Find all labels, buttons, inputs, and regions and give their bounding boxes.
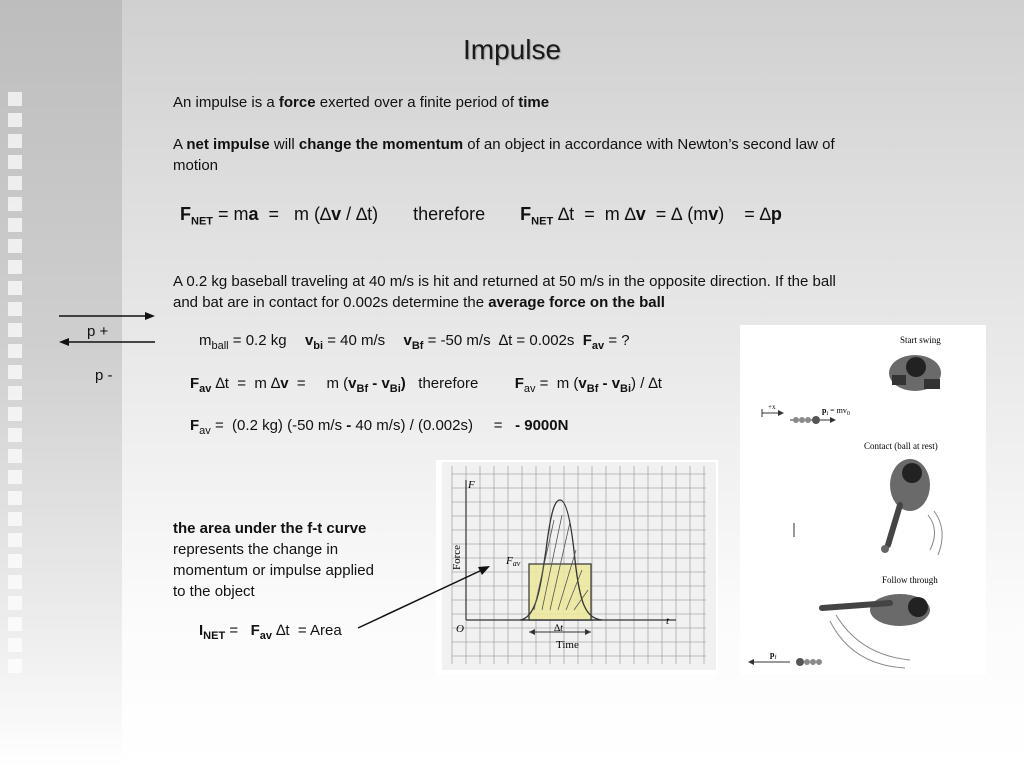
start-swing-label: Start swing [900, 335, 941, 345]
pf-label: $p_f$ [770, 650, 777, 661]
plus-x-label: +x [768, 403, 776, 411]
time-axis-label: Time [556, 639, 579, 651]
direction-arrows [55, 306, 165, 348]
equation-line-2: $F_{av}$ ∆t = m ∆v = m $(v_{Bf} - v_{Bi})$ therefore $F_{av} = m$ $(v_{Bf} - v_{Bi}) / \Delta t$ [190, 375, 662, 395]
axis-origin-label: O [456, 623, 464, 635]
batter-start-icon [889, 355, 941, 391]
axis-f-label: F [468, 479, 475, 491]
axis-t-label: t [666, 615, 670, 627]
main-equation: $F_{NET}$ = ma = m (∆v / ∆t) therefore $F_{NET}$ ∆t = m ∆v = ∆ (mv) = ∆p [180, 204, 782, 228]
pointer-arrow [300, 560, 500, 650]
intro-text: An impulse is a force exerted over a finite period of time [173, 94, 550, 111]
slide-title: Impulse [462, 34, 562, 65]
p-minus-label: p - [95, 367, 113, 384]
force-axis-label: Force [451, 544, 463, 570]
contact-label: Contact (ball at rest) [864, 441, 938, 451]
follow-through-label: Follow through [882, 575, 938, 585]
delta-t-label: ∆t [554, 623, 563, 634]
fav-label: Fav [506, 555, 521, 568]
pi-label: $p_i = mv_0$ [822, 406, 850, 417]
baseball-swing-figure [740, 325, 986, 675]
decorative-squares [8, 92, 22, 680]
equation-line-3: $F_{av} = (0.2$ kg) (-50 m/s - 40 m/s) / (0.002s) = - 9000N [190, 417, 569, 437]
inet-equation: $I_{NET} = F_{av}$ ∆t = Area [199, 622, 342, 642]
problem-text: A 0.2 kg baseball traveling at 40 m/s is hit and returned at 50 m/s in the opposite direction. If the ball and bat are in contact for 0.002s determine the average force on the ball [173, 273, 836, 311]
net-impulse-text: A net impulse will change the momentum of an object in accordance with Newton’s second law of motion [173, 136, 835, 174]
p-plus-label: p + [87, 323, 109, 340]
givens-line: $m_{ball} = 0.2$ kg $v_{bi} = 40$ m/s $v_{Bf} = -50$ m/s ∆t = 0.002s $F_{av}$ = ? [199, 332, 630, 352]
area-explanation: the area under the f-t curve represents the change in momentum or impulse applied to the object [173, 520, 374, 600]
